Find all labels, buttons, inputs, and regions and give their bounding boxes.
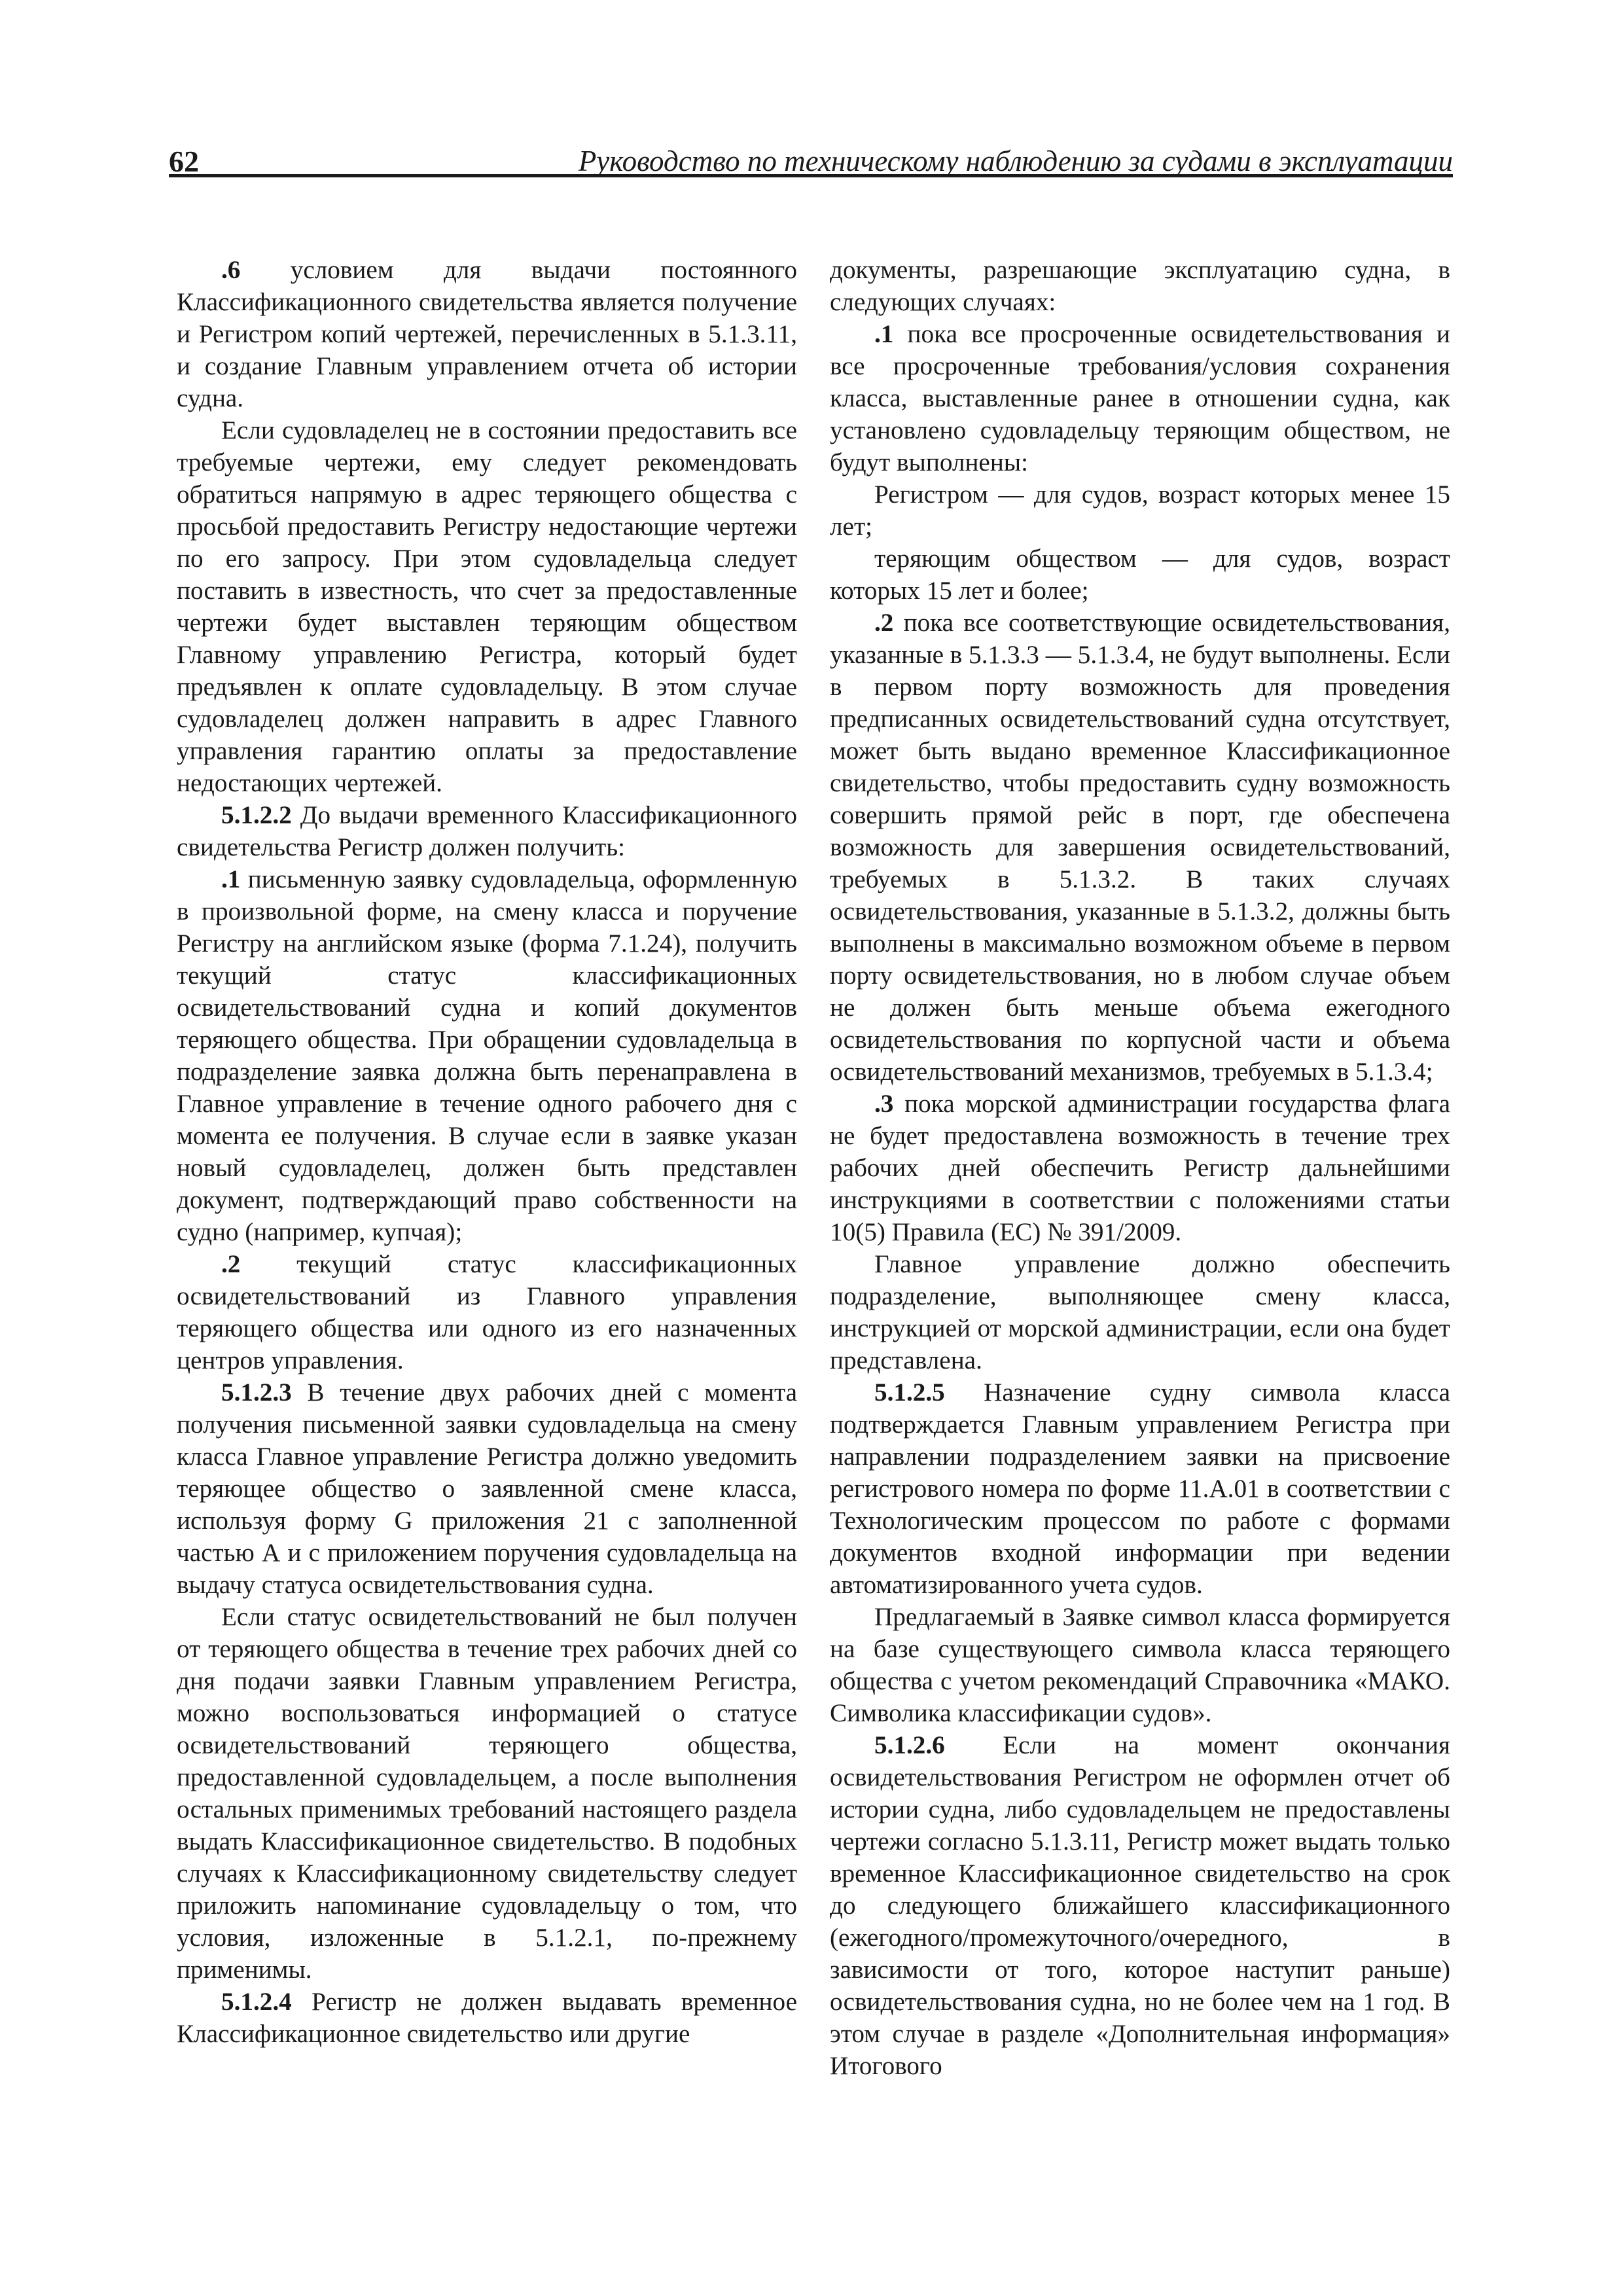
section-number: 5.1.2.4	[221, 1988, 292, 2016]
section-number: 5.1.2.2	[221, 801, 292, 829]
paragraph	[830, 478, 1450, 543]
paragraph-text: Регистр не должен выдавать временное Классификационное свидетельство или другие	[177, 1988, 797, 2048]
item-number: .1	[221, 865, 241, 893]
paragraph-text: Если статус освидетельствований не был получен от теряющего общества в течение трех рабочих дней со дня подачи заявки Главным управлением Регистра, можно воспользоваться информацией о статусе освидетельствований теряющего общества, предоставленной судовладельцем, а после выполнения остальных применимых требований настоящего раздела выдать Классификационное свидетельство. В подобных случаях к Классификационному свидетельству следует приложить напоминание судовладельцу о том, что условия, изложенные в 5.1.2.1, по-прежнему применимы.	[177, 1603, 797, 1984]
paragraph-text: документы, разрешающие эксплуатацию судна, в следующих случаях:	[830, 256, 1450, 316]
running-title: Руководство по техническому наблюдению за судами в эксплуатации	[578, 145, 1453, 177]
paragraph	[177, 254, 797, 414]
section-number: 5.1.2.6	[874, 1731, 945, 1759]
paragraph	[830, 1088, 1450, 1248]
paragraph-text: условием для выдачи постоянного Классификационного свидетельства является получение и Регистром копий чертежей, перечисленных в 5.1.3.11, и создание Главным управлением отчета об истории судна.	[177, 256, 797, 412]
paragraph	[830, 607, 1450, 1088]
item-number: .1	[874, 320, 894, 348]
paragraph	[177, 799, 797, 863]
section-number: 5.1.2.3	[221, 1378, 292, 1407]
paragraph-text: Назначение судну символа класса подтверждается Главным управлением Регистра при направлении подразделением заявки на присвоение регистрового номера по форме 11.А.01 в соответствии с Технологическим процессом по работе с формами документов входной информации при ведении автоматизированного учета судов.	[830, 1378, 1450, 1599]
paragraph-text: пока все просроченные освидетельствования и все просроченные требования/условия сохранения класса, выставленные ранее в отношении судна, как установлено судовладельцу теряющим обществом, не будут выполнены:	[830, 320, 1450, 476]
paragraph	[177, 863, 797, 1248]
paragraph-text: пока морской администрации государства флага не будет предоставлена возможность в течение трех рабочих дней обеспечить Регистр дальнейшими инструкциями в соответствии с положениями статьи 10(5) Правила (ЕС) № 391/2009.	[830, 1090, 1450, 1246]
paragraph-text: теряющим обществом — для судов, возраст которых 15 лет и более;	[830, 545, 1450, 605]
paragraph-text: пока все соответствующие освидетельствования, указанные в 5.1.3.3 — 5.1.3.4, не будут выполнены. Если в первом порту возможность для проведения предписанных освидетельствований судна отсутствует, может быть выдано временное Классификационное свидетельство, чтобы предоставить судну возможность совершить прямой рейс в порт, где обеспечена возможность для завершения освидетельствований, требуемых в 5.1.3.2. В таких случаях освидетельствования, указанные в 5.1.3.2, должны быть выполнены в максимально возможном объеме в первом порту освидетельствования, но в любом случае объем не должен быть меньше объема ежегодного освидетельствования по корпусной части и объема освидетельствований механизмов, требуемых в 5.1.3.4;	[830, 609, 1450, 1086]
header-rule	[169, 174, 1453, 177]
paragraph	[830, 318, 1450, 478]
item-number: .2	[221, 1250, 241, 1278]
paragraph	[177, 1986, 797, 2050]
paragraph-text: Регистром — для судов, возраст которых менее 15 лет;	[830, 480, 1450, 541]
paragraph	[177, 1376, 797, 1601]
paragraph-text: До выдачи временного Классификационного свидетельства Регистр должен получить:	[177, 801, 797, 861]
paragraph-text: письменную заявку судовладельца, оформленную в произвольной форме, на смену класса и поручение Регистру на английском языке (форма 7.1.24), получить текущий статус классификационных освидетельствований судна и копий документов теряющего общества. При обращении судовладельца в подразделение заявка должна быть перенаправлена в Главное управление в течение одного рабочего дня с момента ее получения. В случае если в заявке указан новый судовладелец, должен быть представлен документ, подтверждающий право собственности на судно (например, купчая);	[177, 865, 797, 1246]
item-number: .6	[221, 256, 241, 284]
paragraph	[830, 1248, 1450, 1376]
right-column	[830, 254, 1450, 2082]
paragraph-text: Если на момент окончания освидетельствования Регистром не оформлен отчет об истории судна, либо судовладельцем не предоставлены чертежи согласно 5.1.3.11, Регистр может выдать только временное Классификационное свидетельство на срок до следующего ближайшего классификационного (ежегодного/промежуточного/очередного, в зависимости от того, которое наступит раньше) освидетельствования судна, но не более чем на 1 год. В этом случае в разделе «Дополнительная информация» Итогового	[830, 1731, 1450, 2080]
paragraph	[830, 1601, 1450, 1729]
paragraph-text: В течение двух рабочих дней с момента получения письменной заявки судовладельца на смену класса Главное управление Регистра должно уведомить теряющее общество о заявленной смене класса, используя форму G приложения 21 с заполненной частью А и с приложением поручения судовладельца на выдачу статуса освидетельствования судна.	[177, 1378, 797, 1599]
paragraph	[830, 543, 1450, 607]
page-number: 62	[169, 145, 199, 178]
item-number: .3	[874, 1090, 894, 1118]
left-column	[177, 254, 797, 2050]
paragraph-text: Главное управление должно обеспечить подразделение, выполняющее смену класса, инструкцией от морской администрации, если она будет представлена.	[830, 1250, 1450, 1374]
paragraph	[830, 1729, 1450, 2082]
page-header	[169, 140, 1453, 179]
item-number: .2	[874, 609, 894, 637]
paragraph-text: текущий статус классификационных освидетельствований из Главного управления теряющего общества или одного из его назначенных центров управления.	[177, 1250, 797, 1374]
paragraph	[177, 414, 797, 799]
paragraph-text: Если судовладелец не в состоянии предоставить все требуемые чертежи, ему следует рекомендовать обратиться напрямую в адрес теряющего общества с просьбой предоставить Регистру недостающие чертежи по его запросу. При этом судовладельца следует поставить в известность, что счет за предоставленные чертежи будет выставлен теряющим обществом Главному управлению Регистра, который будет предъявлен к оплате судовладельцу. В этом случае судовладелец должен направить в адрес Главного управления гарантию оплаты за предоставление недостающих чертежей.	[177, 416, 797, 797]
paragraph	[830, 254, 1450, 318]
section-number: 5.1.2.5	[874, 1378, 945, 1407]
paragraph	[177, 1248, 797, 1376]
paragraph-text: Предлагаемый в Заявке символ класса формируется на базе существующего символа класса теряющего общества с учетом рекомендаций Справочника «МАКО. Символика классификации судов».	[830, 1603, 1450, 1727]
paragraph	[830, 1376, 1450, 1601]
paragraph	[177, 1601, 797, 1986]
